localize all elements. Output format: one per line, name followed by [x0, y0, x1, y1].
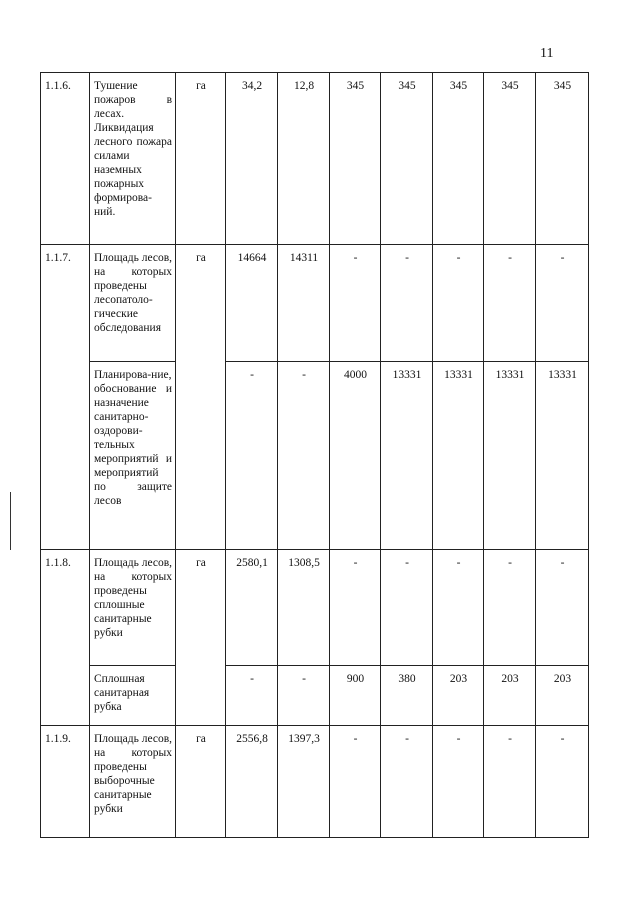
row-value: 14311 [278, 245, 330, 362]
row-value: - [484, 245, 536, 362]
row-value: 14664 [226, 245, 278, 362]
row-value: - [381, 550, 433, 666]
row-description: Тушение пожаров в лесах. Ликвидация лесного пожара силами наземных пожарных формирова-ний. [90, 73, 176, 245]
row-value: 12,8 [278, 73, 330, 245]
page-number: 11 [540, 46, 554, 61]
table-subrow [41, 362, 589, 550]
row-value: 2580,1 [226, 550, 278, 666]
row-description: Площадь лесов, на которых проведены выборочные санитарные рубки [90, 726, 176, 838]
table-row [41, 245, 589, 362]
row-value: 345 [433, 73, 484, 245]
row-value: - [381, 245, 433, 362]
row-unit: га [176, 73, 226, 245]
row-id: 1.1.7. [41, 245, 90, 550]
row-value: 345 [330, 73, 381, 245]
row-value: - [433, 550, 484, 666]
table-row [41, 726, 589, 838]
data-table [40, 72, 589, 838]
row-value: - [536, 245, 589, 362]
subrow-value: 13331 [536, 362, 589, 550]
row-value: 1397,3 [278, 726, 330, 838]
subrow-value: 13331 [381, 362, 433, 550]
row-unit: га [176, 245, 226, 550]
row-value: - [536, 550, 589, 666]
row-value: - [433, 726, 484, 838]
subrow-description: Планирова-ние, обоснование и назначение санитарно-оздорови-тельных мероприятий и мероприятий по защите лесов [90, 362, 176, 550]
subrow-value: 203 [536, 666, 589, 726]
subrow-value: - [278, 666, 330, 726]
row-description: Площадь лесов, на которых проведены лесопатоло-гические обследования [90, 245, 176, 362]
row-value: - [381, 726, 433, 838]
subrow-value: 203 [484, 666, 536, 726]
table-subrow [41, 666, 589, 726]
table-row [41, 550, 589, 666]
row-value: 345 [381, 73, 433, 245]
subrow-value: 380 [381, 666, 433, 726]
row-id: 1.1.8. [41, 550, 90, 726]
scan-artifact-line [10, 492, 11, 550]
row-value: 345 [536, 73, 589, 245]
subrow-value: - [226, 666, 278, 726]
row-id: 1.1.9. [41, 726, 90, 838]
row-value: 2556,8 [226, 726, 278, 838]
subrow-value: 13331 [484, 362, 536, 550]
row-value: 1308,5 [278, 550, 330, 666]
subrow-value: 13331 [433, 362, 484, 550]
subrow-value: - [226, 362, 278, 550]
subrow-value: 4000 [330, 362, 381, 550]
row-value: - [330, 726, 381, 838]
row-id: 1.1.6. [41, 73, 90, 245]
row-unit: га [176, 550, 226, 726]
row-value: - [433, 245, 484, 362]
table-row [41, 73, 589, 245]
row-value: - [484, 726, 536, 838]
subrow-description: Сплошная санитарная рубка [90, 666, 176, 726]
row-value: - [330, 245, 381, 362]
row-value: 34,2 [226, 73, 278, 245]
row-unit: га [176, 726, 226, 838]
row-value: - [330, 550, 381, 666]
row-description: Площадь лесов, на которых проведены сплошные санитарные рубки [90, 550, 176, 666]
row-value: - [484, 550, 536, 666]
subrow-value: 900 [330, 666, 381, 726]
row-value: - [536, 726, 589, 838]
row-value: 345 [484, 73, 536, 245]
subrow-value: - [278, 362, 330, 550]
subrow-value: 203 [433, 666, 484, 726]
